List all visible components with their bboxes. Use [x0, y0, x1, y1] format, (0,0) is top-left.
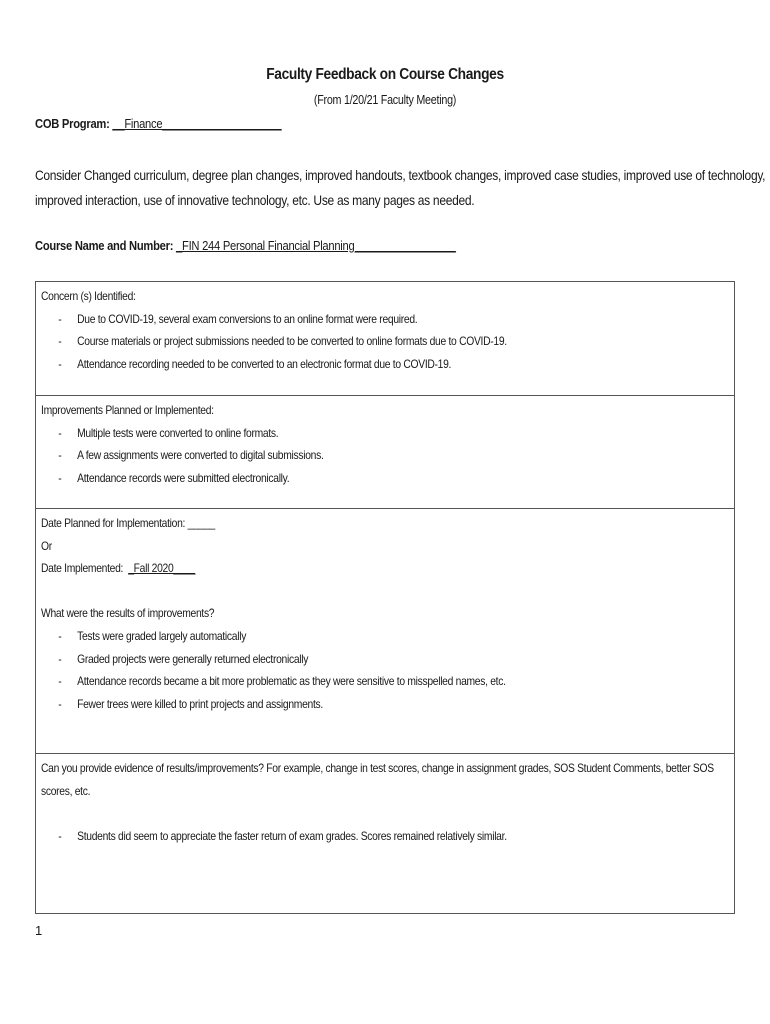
document-title: Faculty Feedback on Course Changes [266, 66, 504, 83]
evidence-question: scores, etc. [41, 783, 91, 798]
intro-paragraph [35, 163, 766, 213]
cob-program-label: COB Program: [35, 116, 110, 131]
evidence-cell [36, 754, 734, 915]
list-item: - Course materials or project submissions needed to be converted to online formats due to COVID-19. [58, 334, 507, 349]
dates-results-cell [36, 509, 734, 754]
feedback-table [35, 281, 735, 914]
list-item: - Students did seem to appreciate the faster return of exam grades. Scores remained relatively similar. [58, 828, 507, 843]
list-item: - Attendance recording needed to be converted to an electronic format due to COVID-19. [58, 356, 452, 371]
list-item: - Graded projects were generally returned electronically [58, 651, 309, 666]
course-value: _FIN 244 Personal Financial Planning_________________ [176, 238, 456, 253]
list-item: - Due to COVID-19, several exam conversions to an online format were required. [58, 311, 418, 326]
or-text: Or [41, 538, 52, 553]
list-item: - Fewer trees were killed to print projects and assignments. [58, 696, 323, 711]
cob-program-field [35, 116, 281, 131]
results-header: What were the results of improvements? [41, 606, 215, 621]
evidence-question: Can you provide evidence of results/improvements? For example, change in test scores, change in assignment grades, SOS Student Comments, better SOS [41, 761, 714, 775]
improvements-header: Improvements Planned or Implemented: [41, 403, 214, 417]
improvements-cell [36, 396, 734, 509]
page-number: 1 [35, 923, 43, 938]
intro-line: improved interaction, use of innovative technology, etc. Use as many pages as needed. [35, 192, 475, 208]
list-item: - Attendance records were submitted electronically. [58, 470, 290, 485]
date-implemented-label: Date Implemented: [41, 561, 124, 576]
list-item: - Attendance records became a bit more problematic as they were sensitive to misspelled names, etc. [58, 674, 506, 689]
document-subtitle: (From 1/20/21 Faculty Meeting) [313, 93, 457, 107]
cob-program-value: __Finance____________________ [112, 116, 282, 131]
list-item: - A few assignments were converted to digital submissions. [58, 448, 324, 463]
list-item: - Multiple tests were converted to online formats. [58, 425, 279, 440]
course-field [35, 238, 456, 253]
date-implemented-line [41, 557, 725, 580]
date-planned-line [41, 512, 725, 535]
date-implemented-value: _Fall 2020____ [128, 561, 196, 576]
list-item: - Tests were graded largely automatically [58, 628, 247, 643]
date-planned-value: _____ [187, 516, 215, 530]
concerns-cell [36, 282, 734, 396]
concerns-header: Concern (s) Identified: [41, 289, 136, 303]
date-planned-label: Date Planned for Implementation: [41, 516, 186, 530]
course-label: Course Name and Number: [35, 238, 174, 253]
intro-line: Consider Changed curriculum, degree plan changes, improved handouts, textbook changes, improved case studies, improved use of technology, [35, 167, 766, 183]
